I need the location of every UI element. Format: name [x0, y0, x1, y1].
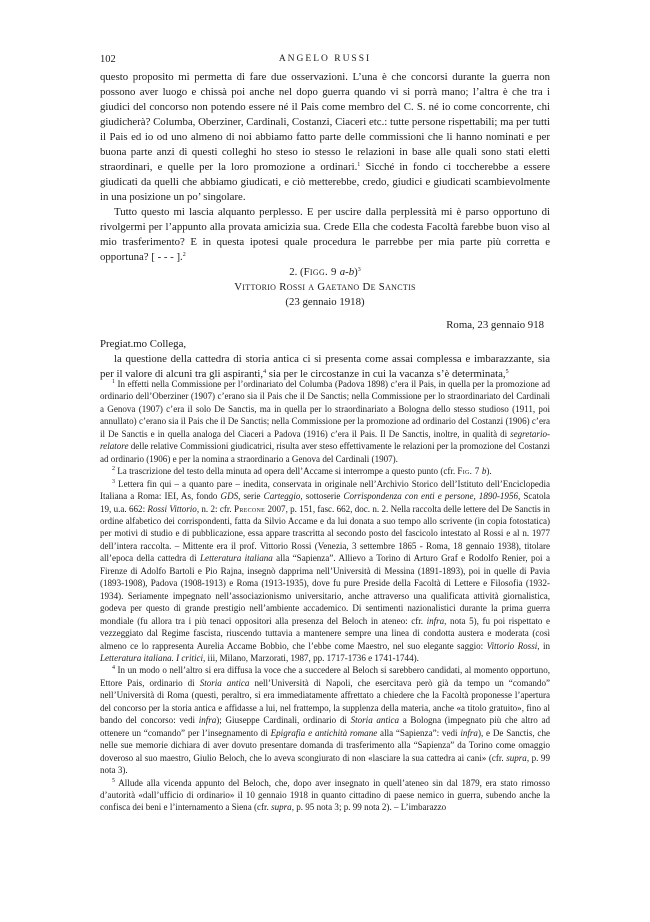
text-span: In effetti nella Commissione per l’ordinariato del Columba (Padova 1898) c’era il Pais, in quella per la promozione ad ordinario dell’Oberziner (1907) c’erano sia il Pais che il De Sanctis; nella Commissione per lo straordinariato del Cardinali a Genova (1907) c’era il solo De Sanctis, ma in quella per lo straordinariato a Bologna dello stesso studioso (1911, poi annullato) c’erano sia il Pais che il De Sanctis; nella Commissione per la promozione ad ordinario del Costanzi (1906) c’era il De Sanctis e in quella analoga del Ciaceri a Padova (1916) c’era il Pais. Il De Sanctis, inoltre, in qualità di [100, 379, 550, 439]
text-span: , Scatola 19, u.a. 662: [100, 491, 550, 514]
text-span: ); Giuseppe Cardinali, ordinario di [216, 715, 351, 726]
text-span: infra [460, 727, 478, 738]
paragraph-1 [100, 70, 550, 205]
text-span: Letteratura italiana [200, 553, 273, 564]
text-span: b [479, 466, 487, 477]
footnote-2 [100, 465, 550, 477]
text-span: segretario-relatore [100, 428, 550, 452]
footnote-ref: 5 [505, 369, 509, 375]
text-span: 2. ( [289, 266, 304, 278]
footnote-ref: 3 [357, 267, 361, 273]
page-number: 102 [100, 54, 116, 65]
footnote-1 [100, 378, 550, 465]
text-span: a Bologna (impegnato più che altro ad ottenere un “comando” per l’insegnamento di [100, 715, 550, 738]
footnote-4 [100, 664, 550, 776]
text-span: ). [486, 466, 492, 477]
text-span: Lettera fin qui – a quanto pare – inedita, conservata in originale nell’Archivio Storico dell’Istituto dell’Enciclopedia Italiana a Roma: IEI, As, fondo [100, 478, 550, 502]
text-span: infra [198, 715, 217, 726]
footnote-number: 1 [112, 379, 115, 385]
footnote-ref: 2 [182, 252, 186, 258]
text-span: questo proposito mi permetta di fare due osservazioni. L’una è che concorsi durante la guerra non possono aver luogo e chissà poi anche nel dopo guerra quando vi si porrà mano; l’altra è che tra i giudici del concorso non potendo essere né il Pais come membro del C. S. né io come concorrente, chi giudicherà? Columba, Oberziner, Cardinali, Costanzi, Ciaceri etc.: tutte persone rispettabili; ma per tutti il Pais ed io od uno almeno di noi abbiamo fatto parte delle commissioni che li hanno nominati e per buona parte anzi di questi colleghi ho steso io stesso le relazioni in base alle quali sono stati eletti straordinari, e quelle per la loro promozione a ordinari. [100, 71, 550, 173]
text-span: alla “Sapienza”: vedi [377, 727, 461, 738]
text-span: delle relative Commissioni giudicatrici, risulta aver steso effettivamente le relazioni per la promozione del Costanzi ad ordinario (1906) e per la nomina a straordinario a Genova del Cardinali (1907). [100, 441, 550, 464]
text-span: Vittorio Rossi [486, 640, 538, 651]
text-span: nell’Università di Napoli, che esercitava però già da tempo un “comando” nell’Università di Roma (questi, peraltro, si era immediatamente affrettato a chiedere che la Facoltà proponesse l’apertura del concorso per la storia antica e affidasse a lui, nel frattempo, la supplenza della materia, anche «a titolo gratuito», fino al bando del concorso: vedi [100, 677, 550, 726]
footnote-5 [100, 777, 550, 814]
footnote-ref: 1 [357, 162, 361, 168]
section-number [100, 265, 550, 280]
text-span: Tutto questo mi lascia alquanto perplesso. E per uscire dalla perplessità mi è parso opportuno di rivolgermi per l’appunto alla provata amicizia sua. Crede Ella che codesta Facoltà farebbe buon viso al mio trasferimento? E in questa ipotesi quale procedura le parrebbe per mia parte più corretta e opportuna? [ - - - ]. [100, 206, 550, 263]
footnote-3 [100, 478, 550, 665]
text-span: supra [506, 752, 527, 763]
letter-salutation: Pregiat.mo Collega, [100, 338, 187, 350]
text-span: Precone [234, 503, 266, 514]
footnote-number: 2 [112, 466, 115, 473]
paragraph-2 [100, 205, 550, 265]
main-text [100, 70, 550, 382]
page-header [100, 54, 550, 68]
text-span: Sicché in fondo ci toccherebbe a essere giudicati da quelli che abbiamo giudicati, e ciò metterebbe, credo, giudici e giudicati scambievolmente in una posizione un po’ singolare. [100, 161, 550, 203]
footnote-number: 5 [112, 777, 115, 784]
text-span: Storia antica [199, 677, 250, 688]
section-title: Vittorio Rossi a Gaetano De Sanctis [234, 281, 416, 293]
text-span: la questione della cattedra di storia antica ci si presenta come assai complessa e imbarazzante, sia per il valore di alcuni tra gli aspiranti, [100, 353, 550, 380]
text-span: , nota 5), fu poi rispettato e vezzeggiato dal Regime fascista, riuscendo tuttavia a mantenere sempre una linea di condotta austera e moderata (così almeno ce lo rappresenta Aurelia Accame Bobbio, che l’ebbe come Maestro, nel suo elegante saggio: [100, 615, 550, 651]
text-span: infra [426, 615, 445, 626]
text-span: Allude alla vicenda appunto del Beloch, che, dopo aver insegnato in quell’ateneo sin dal 1879, era stato rimosso d’autorità «dall’ufficio di ordinario» il 10 gennaio 1918 in quanto cittadino di paese nemico in guerra, subendo anche la confisca dei beni e l’internamento a Siena (cfr. [100, 777, 550, 813]
text-span: , in [537, 640, 551, 651]
footnote-ref: 4 [263, 369, 267, 375]
footnotes [100, 378, 550, 814]
text-span: Corrispondenza con enti e persone, 1890-1956 [343, 491, 519, 502]
text-span: Fig. 7 [457, 466, 480, 477]
text-span: supra [271, 802, 292, 813]
footnote-number: 3 [112, 478, 115, 485]
text-span: alla “Sapienza”. Allievo a Torino di Arturo Graf e Rodolfo Renier, poi a Firenze di Adolfo Bartoli e Pio Rajna, insegnò dapprima nell’Università di Messina (1891-1893), poi in quelle di Pavia (1893-1908), Padova (1908-1913) e Roma (1913-1935), dove fu pure Preside della Facoltà di Lettere e Filosofia (1932-1934). Seriamente impegnato nell’associazionismo universitario, anche attraverso una qualificata attività giornalistica, godeva per questo di grande prestigio nell’ambiente accademico. Di sentimenti nazionalistici durante la prima guerra mondiale (fu allora tra i più tenaci oppositori alla presenza del Beloch in ateneo: cfr. [100, 553, 550, 626]
text-span: , sottoserie [300, 491, 344, 502]
text-span: , serie [238, 491, 264, 502]
text-span: a-b [339, 266, 355, 278]
letter-dateline: Roma, 23 gennaio 918 [446, 319, 544, 331]
text-span: , iii, Milano, Marzorati, 1987, pp. 1717-1736 e 1741-1744). [203, 652, 419, 663]
text-span: GDS [220, 491, 239, 502]
text-span: Carteggio [263, 491, 301, 502]
text-span: ) [354, 266, 358, 278]
text-span: , p. 99 nota 3). [100, 752, 550, 776]
text-span: Storia antica [350, 715, 400, 726]
footnote-number: 4 [112, 665, 115, 672]
text-span: sia per le circostanze in cui la vacanza s’è determinata, [266, 368, 506, 380]
text-span: Figg. 9 [303, 266, 340, 278]
text-span: In un modo o nell’altro si era diffusa la voce che a succedere al Beloch si sarebbero candidati, al momento opportuno, Ettore Pais, ordinario di [100, 665, 550, 688]
text-span: Rossi Vittorio [147, 503, 197, 514]
text-span: Epigrafia e antichità romane [270, 727, 378, 738]
text-span: La trascrizione del testo della minuta ad opera dell’Accame si interrompe a questo punto (cfr. [115, 466, 458, 477]
section-date: (23 gennaio 1918) [285, 296, 365, 308]
running-head: ANGELO RUSSI [278, 54, 372, 64]
text-span: Letteratura italiana. I critici [100, 652, 204, 663]
text-span: ), e De Sanctis, che nelle sue memorie dichiara di aver dovuto presentare domanda di trasferimento alla “Sapienza” da Torino come omaggio doveroso al suo maestro, Giulio Beloch, che lo aveva scongiurato di non «lasciare la sua cattedra ai cani» (cfr. [100, 727, 550, 763]
text-span: , n. 2: cfr. [196, 503, 235, 514]
text-span: 2007, p. 151, fasc. 662, doc. n. 2. Nella raccolta delle lettere del De Sanctis in ordine alfabetico dei corrispondenti, fatta da Silvio Accame e da lui donata a suo tempo allo scrivente (in copia fotostatica) per motivi di studio e di pubblicazione, essa appare trascritta al secondo posto del fascicolo intestato al Rossi e al n. 1977 dell’intera raccolta. – Mittente era il prof. Vittorio Rossi (Venezia, 3 settembre 1865 - Roma, 18 gennaio 1938), titolare all’epoca della cattedra di [100, 503, 550, 564]
text-span: , p. 95 nota 3; p. 99 nota 2). – L’imbarazzo [291, 802, 447, 813]
